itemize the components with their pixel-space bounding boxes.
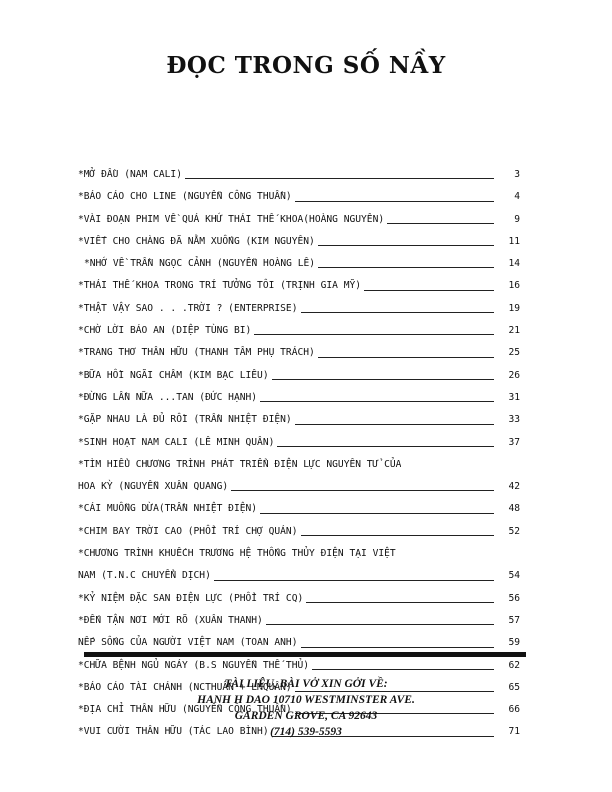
divider-rule <box>84 652 526 657</box>
toc-entry-title: *CHỜ LỜI BÁO AN (DIỆP TÙNG BI) <box>78 325 252 337</box>
toc-page-number: 65 <box>508 681 520 693</box>
toc-page-number: 25 <box>508 347 520 359</box>
toc-page-number: 59 <box>508 637 520 649</box>
toc-page-number: 62 <box>508 659 520 671</box>
toc-page-number: 71 <box>508 726 520 738</box>
toc-leader <box>277 446 494 447</box>
toc-entry-title: *BÁO CÁO TÀI CHÁNH (NCTHUẦN + LMQUÂN) <box>78 681 292 693</box>
toc-entry <box>78 476 520 498</box>
toc-entry-title: *BÁO CÁO CHO LINE (NGUYỄN CÔNG THUẦN) <box>78 191 292 203</box>
toc-page-number: 26 <box>508 369 520 381</box>
toc-page-number: 16 <box>508 280 520 292</box>
toc-entry-title: *ĐỪNG LẦN NỮA ...TAN (ĐỨC HẠNH) <box>78 391 258 403</box>
toc-entry <box>78 409 520 431</box>
toc-page-number: 66 <box>508 704 520 716</box>
toc-entry-title: *VUI CƯỜI THÂN HỮU (TÁC LAO BÌNH) <box>78 726 269 738</box>
toc-leader <box>318 245 494 246</box>
toc-entry-title: *CÁI MUỖNG DỪA(TRẦN NHIỆT ĐIỆN) <box>78 503 258 515</box>
toc-leader <box>306 602 494 603</box>
toc-entry <box>78 588 520 610</box>
toc-page-number: 11 <box>508 235 520 247</box>
toc-entry <box>78 655 520 677</box>
toc-page-number: 54 <box>508 570 520 582</box>
toc-entry-title: *NHỚ VỀ TRẦN NGỌC CẢNH (NGUYỄN HOÀNG LÊ) <box>84 258 316 270</box>
submission-address <box>0 676 612 740</box>
toc-entry-title: *SINH HOẠT NAM CALI (LÊ MINH QUÂN) <box>78 436 275 448</box>
toc-entry <box>78 610 520 632</box>
toc-leader <box>260 513 494 514</box>
toc-entry <box>78 320 520 342</box>
toc-leader <box>295 201 494 202</box>
toc-entry <box>78 365 520 387</box>
toc-leader <box>272 379 494 380</box>
toc-entry-title: *ĐẾN TẬN NƠI MỚI RÕ (XUÂN THANH) <box>78 614 263 626</box>
toc-leader <box>260 401 494 402</box>
toc-page-number: 42 <box>508 481 520 493</box>
toc-page-number: 33 <box>508 414 520 426</box>
toc-entry <box>78 231 520 253</box>
toc-page-number: 19 <box>508 302 520 314</box>
toc-leader <box>312 669 494 670</box>
toc-page-number: 4 <box>514 191 520 203</box>
toc-entry-title: *THÁI THẾ KHOA TRONG TRÍ TƯỞNG TÔI (TRỊNH GIA MỸ) <box>78 280 362 292</box>
toc-page-number: 37 <box>508 436 520 448</box>
toc-entry <box>78 498 520 520</box>
toc-page-number: 21 <box>508 325 520 337</box>
toc-leader <box>387 223 494 224</box>
toc-leader <box>185 178 494 179</box>
toc-entry <box>78 432 520 454</box>
toc-leader <box>318 357 494 358</box>
toc-page-number: 31 <box>508 391 520 403</box>
toc-entry <box>78 298 520 320</box>
toc-entry-title: NAM (T.N.C CHUYỂN DỊCH) <box>78 570 211 582</box>
toc-entry <box>78 521 520 543</box>
toc-entry-title: *CHƯƠNG TRÌNH KHUẾCH TRƯƠNG HỆ THỐNG THỦY ĐIỆN TẠI VIỆT <box>78 548 396 560</box>
toc-leader <box>231 490 494 491</box>
toc-entry <box>78 275 520 297</box>
toc-leader <box>364 290 494 291</box>
toc-leader <box>214 580 494 581</box>
page-title: ĐỌC TRONG SỐ NẦY <box>166 52 446 79</box>
toc-page-number: 48 <box>508 503 520 515</box>
toc-leader <box>318 267 494 268</box>
footer-city-state-zip: GARDEN GROVE, CA 92643 <box>234 710 378 722</box>
toc-page-number: 9 <box>514 213 520 225</box>
toc-leader <box>295 424 494 425</box>
toc-entry-title: *VIẾT CHO CHÀNG ĐÃ NẰM XUỐNG (KIM NGUYÊN) <box>78 235 315 247</box>
toc-entry <box>78 186 520 208</box>
toc-entry-title: *VÀI ĐOẠN PHIM VỀ QUÁ KHỨ THÁI THẾ KHOA(HOÀNG NGUYÊN) <box>78 213 385 225</box>
toc-page-number: 57 <box>508 614 520 626</box>
toc-entry-title: *ĐỊA CHỈ THÂN HỮU (NGUYỄN CÔNG THUẦN) <box>78 704 292 716</box>
toc-entry-title: *TÌM HIỂU CHƯƠNG TRÌNH PHÁT TRIỂN ĐIỆN LỰC NGUYÊN TỬ CỦA <box>78 458 402 470</box>
toc-entry <box>78 342 520 364</box>
toc-entry-title: *TRANG THƠ THÂN HỮU (THANH TÂM PHỤ TRÁCH) <box>78 347 315 359</box>
toc-entry <box>78 253 520 275</box>
toc-entry-title: *GẶP NHAU LÀ ĐỦ RỒI (TRẦN NHIỆT ĐIỆN) <box>78 414 292 426</box>
toc-leader <box>301 535 495 536</box>
toc-leader <box>254 334 494 335</box>
toc-leader <box>301 312 495 313</box>
toc-entry <box>78 454 520 476</box>
toc-entry-title: HOA KỲ (NGUYỄN XUÂN QUANG) <box>78 481 229 493</box>
toc-entry <box>78 164 520 186</box>
footer-contact-name-street: HANH H DAO 10710 WESTMINSTER AVE. <box>197 694 415 706</box>
toc-entry <box>78 387 520 409</box>
toc-entry <box>78 565 520 587</box>
toc-entry-title: *THẬT VẬY SAO . . .TRỜI ? (ENTERPRISE) <box>78 302 298 314</box>
toc-page-number: 56 <box>508 592 520 604</box>
toc-leader <box>301 647 495 648</box>
toc-entry-title: *CHỮA BỆNH NGỦ NGÁY (B.S NGUYỄN THẾ THỦ) <box>78 659 310 671</box>
toc-entry <box>78 209 520 231</box>
footer-phone: (714) 539-5593 <box>270 726 342 738</box>
toc-page-number: 52 <box>508 525 520 537</box>
footer-heading: TÀI LIỆU, BÀI VỞ XIN GỞI VỀ: <box>224 678 388 690</box>
toc-entry-title: *BỮA HỒI NGÃI CHÂM (KIM BẠC LIÊU) <box>78 369 269 381</box>
toc-entry-title: *CHIM BAY TRỜI CAO (PHỔI TRÍ CHỢ QUÁN) <box>78 525 298 537</box>
toc-entry-title: NẾP SỐNG CỦA NGƯỜI VIỆT NAM (TOAN ANH) <box>78 637 298 649</box>
toc-entry-title: *MỞ ĐẦU (NAM CALI) <box>78 169 182 180</box>
toc-page-number: 14 <box>508 258 520 270</box>
toc-leader <box>266 624 494 625</box>
toc-entry-title: *KỶ NIỆM ĐẶC SAN ĐIỆN LỰC (PHỔI TRÍ CQ) <box>78 592 304 604</box>
toc-entry <box>78 543 520 565</box>
toc-page-number: 3 <box>514 169 520 180</box>
